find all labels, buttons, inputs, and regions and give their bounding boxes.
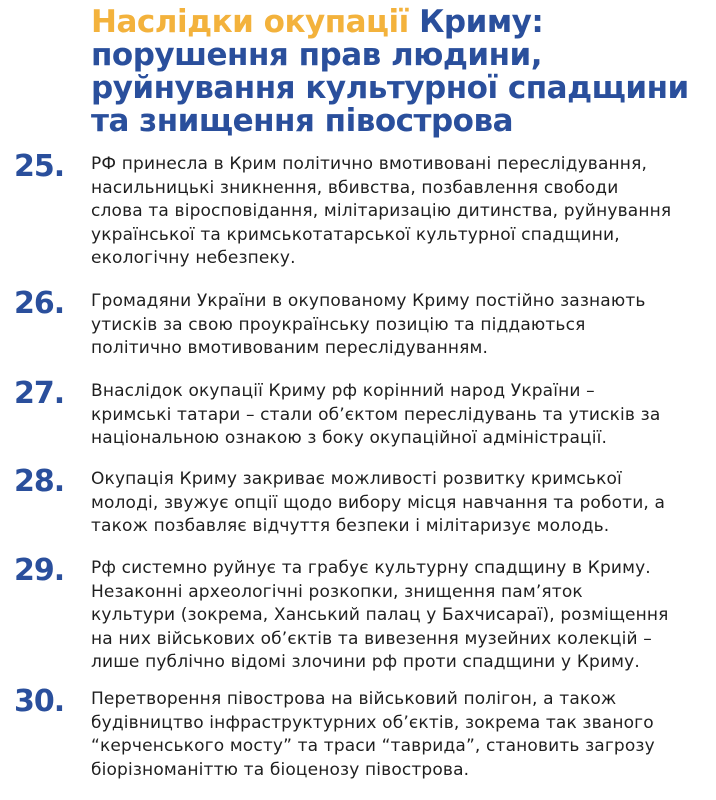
item-line: Окупація Криму закриває можливості розвитку кримської xyxy=(91,469,622,489)
item-line: Внаслідок окупації Криму рф корінний народ України – xyxy=(91,381,595,401)
title-line-3: руйнування культурної спадщини xyxy=(91,70,689,106)
item-line: слова та віросповідання, мілітаризацію дитинства, руйнування xyxy=(91,201,672,221)
item-line: будівництво інфраструктурних об’єктів, зокрема так званого xyxy=(91,712,654,733)
title-line-4: та знищення півострова xyxy=(91,103,513,139)
item-line: лише публічно відомі злочини рф проти спадщини у Криму. xyxy=(91,652,640,672)
item-line: кримські татари – стали об’єктом переслідувань та утисків за xyxy=(91,404,661,425)
item-line: політично вмотивованим переслідуванням. xyxy=(91,338,489,358)
item-number: 30. xyxy=(14,684,65,719)
title-rest: Криму: xyxy=(408,4,544,40)
item-line: біорізноманіттю та біоценозу півострова. xyxy=(91,759,470,780)
item-line: Громадяни України в окупованому Криму постійно зазнають xyxy=(91,291,646,311)
item-text xyxy=(91,380,711,451)
title-line-2: порушення прав людини, xyxy=(91,37,543,73)
item-line: утисків за свою проукраїнську позицію та піддаються xyxy=(91,314,586,335)
item-text xyxy=(91,290,711,361)
item-number: 25. xyxy=(14,149,65,184)
item-line: Перетворення півострова на військовий полігон, а також xyxy=(91,689,617,709)
item-text xyxy=(91,557,711,675)
item-text xyxy=(91,468,711,539)
item-line: національною ознакою з боку окупаційної адміністрації. xyxy=(91,428,608,448)
item-line: Рф системно руйнує та грабує культурну спадщину в Криму. xyxy=(91,558,651,578)
item-line: насильницькі зникнення, вбивства, позбавлення свободи xyxy=(91,177,619,198)
item-line: української та кримськотатарської культурної спадщини, xyxy=(91,224,620,245)
item-line: на них військових об’єктів та вивезення музейних колекцій – xyxy=(91,628,652,649)
item-line: також позбавляє відчуття безпеки і мілітаризує молодь. xyxy=(91,516,610,536)
page-title xyxy=(91,6,711,138)
item-number: 26. xyxy=(14,286,65,321)
item-line: молоді, звужує опції щодо вибору місця навчання та роботи, а xyxy=(91,492,666,513)
item-line: екологічну небезпеку. xyxy=(91,248,296,268)
item-line: РФ принесла в Крим політично вмотивовані переслідування, xyxy=(91,154,647,174)
item-number: 28. xyxy=(14,464,65,499)
title-accent: Наслідки окупації xyxy=(91,4,409,40)
item-line: Незаконні археологічні розкопки, знищення пам’яток xyxy=(91,581,583,602)
item-text xyxy=(91,153,711,271)
title-line-1 xyxy=(91,6,711,39)
item-number: 27. xyxy=(14,376,65,411)
item-number: 29. xyxy=(14,553,65,588)
item-line: “керченського мосту” та траси “таврида”, становить загрозу xyxy=(91,736,655,756)
item-line: культури (зокрема, Ханський палац у Бахчисараї), розміщення xyxy=(91,605,669,625)
item-text xyxy=(91,688,711,782)
